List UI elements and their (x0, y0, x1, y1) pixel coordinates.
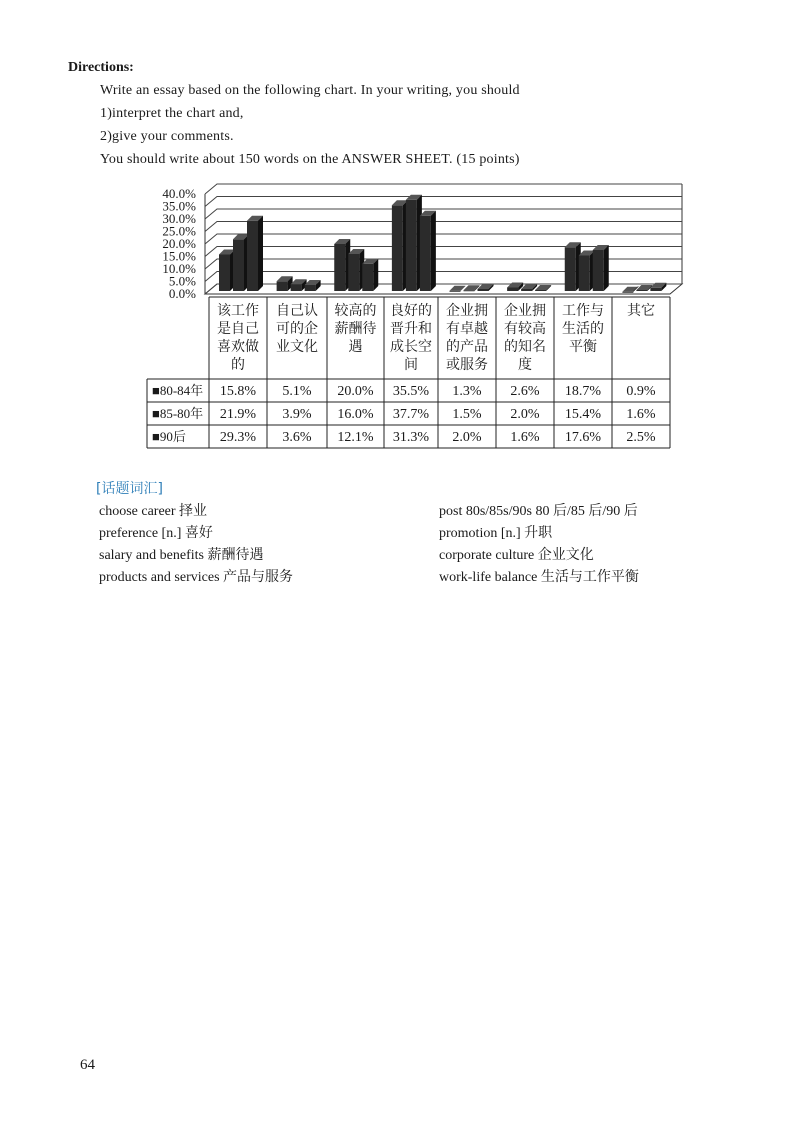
category-label: 间 (404, 357, 418, 373)
gridline (205, 234, 682, 244)
gridline (205, 259, 682, 269)
chart-floor (205, 284, 682, 294)
bar (348, 254, 359, 291)
category-label: 平衡 (569, 339, 597, 355)
bar (521, 289, 532, 291)
bar (565, 247, 576, 291)
category-label: 企业拥 (504, 303, 546, 319)
y-tick-label: 0.0% (168, 286, 196, 301)
gridline (205, 197, 682, 207)
category-label: 晋升和 (390, 321, 432, 337)
category-label: 可的企 (276, 321, 318, 337)
data-label: 2.5% (626, 430, 656, 445)
bar (579, 256, 590, 292)
bar-side (373, 259, 378, 291)
category-label: 有较高 (504, 321, 546, 337)
vocabulary-item: salary and benefits 薪酬待遇 (99, 548, 264, 563)
category-label: 该工作 (217, 303, 259, 319)
data-label: 15.8% (219, 384, 257, 399)
data-label: 2.6% (510, 384, 540, 399)
category-label: 工作与 (562, 303, 604, 319)
bar (392, 205, 403, 291)
category-label: 良好的 (390, 303, 432, 319)
bar (334, 244, 345, 291)
bar (277, 281, 288, 291)
legend-entry: ■80-84年 (152, 383, 204, 398)
vocabulary-title: [话题词汇] (96, 481, 163, 497)
data-label: 2.0% (452, 430, 482, 445)
bar-chart (0, 0, 800, 470)
bar (464, 290, 475, 291)
data-label: 15.4% (564, 407, 602, 422)
vocabulary-item: corporate culture 企业文化 (439, 548, 594, 563)
bar (650, 288, 661, 291)
bar (420, 216, 431, 291)
gridline (205, 222, 682, 232)
bar (535, 290, 546, 291)
vocabulary-item: products and services 产品与服务 (99, 570, 294, 585)
category-label: 业文化 (276, 339, 318, 355)
data-label: 21.9% (219, 407, 257, 422)
category-label: 成长空 (390, 339, 432, 355)
data-label: 18.7% (564, 384, 602, 399)
bar-side (604, 245, 609, 291)
directions-title: Directions: (68, 60, 134, 75)
category-label: 遇 (348, 339, 363, 355)
category-label: 的知名 (504, 339, 546, 355)
category-label: 是自己 (217, 321, 259, 337)
data-label: 37.7% (392, 407, 430, 422)
data-label: 35.5% (392, 384, 430, 399)
bar (406, 200, 417, 291)
bar (233, 239, 244, 291)
category-label: 的 (231, 357, 245, 373)
gridline (205, 284, 682, 294)
directions-line: You should write about 150 words on the ANSWER SHEET. (15 points) (100, 152, 520, 167)
category-label: 较高的 (334, 303, 377, 319)
category-label: 其它 (627, 303, 655, 319)
data-label: 1.5% (452, 407, 482, 422)
directions-line: 1)interpret the chart and, (100, 106, 244, 121)
data-label: 17.6% (564, 430, 602, 445)
vocabulary-item: promotion [n.] 升职 (439, 526, 553, 541)
bar (305, 285, 316, 291)
page-number: 64 (80, 1057, 95, 1073)
gridline (205, 272, 682, 282)
y-tick-label: 35.0% (162, 198, 196, 214)
y-tick-label: 10.0% (162, 261, 196, 276)
directions-line: 2)give your comments. (100, 129, 234, 144)
category-label: 企业拥 (446, 303, 488, 319)
bar-top (622, 287, 638, 292)
data-label: 16.0% (337, 407, 374, 422)
bar-side (258, 216, 263, 291)
data-label: 29.3% (219, 430, 257, 445)
legend-entry: ■85-80年 (152, 406, 204, 421)
data-label: 12.1% (337, 430, 374, 445)
category-label: 喜欢做 (217, 339, 259, 355)
vocabulary-item: choose career 择业 (99, 504, 208, 519)
vocabulary-item: work-life balance 生活与工作平衡 (439, 570, 639, 585)
data-label: 1.6% (510, 430, 540, 445)
data-label: 3.6% (282, 430, 312, 445)
data-label: 0.9% (626, 384, 656, 399)
bar (291, 284, 302, 291)
data-label: 5.1% (282, 384, 312, 399)
category-label: 的产品 (446, 339, 488, 355)
category-label: 有卓越 (446, 321, 488, 337)
gridline (205, 247, 682, 257)
gridline (205, 184, 682, 194)
legend-entry: ■90后 (152, 429, 186, 444)
data-label: 1.6% (626, 407, 656, 422)
bar-side (431, 211, 436, 291)
data-label: 3.9% (282, 407, 312, 422)
data-label: 1.3% (452, 384, 482, 399)
directions-line: Write an essay based on the following chart. In your writing, you should (100, 83, 520, 98)
category-label: 度 (518, 357, 532, 373)
bar (636, 290, 647, 291)
category-label: 自己认 (276, 303, 318, 319)
bar (593, 250, 604, 291)
bar (450, 291, 461, 292)
data-label: 20.0% (337, 384, 374, 399)
category-label: 或服务 (446, 357, 488, 373)
y-tick-label: 30.0% (162, 211, 196, 226)
y-tick-label: 20.0% (162, 236, 196, 251)
data-label: 31.3% (392, 430, 430, 445)
data-label: 2.0% (510, 407, 540, 422)
y-tick-label: 5.0% (168, 273, 196, 289)
category-label: 生活的 (562, 321, 604, 337)
category-label: 薪酬待 (334, 321, 377, 337)
vocabulary-item: preference [n.] 喜好 (99, 526, 213, 541)
y-tick-label: 15.0% (162, 248, 196, 264)
bar (622, 292, 633, 293)
bar (362, 264, 373, 291)
vocabulary-item: post 80s/85s/90s 80 后/85 后/90 后 (439, 504, 638, 519)
gridline (205, 209, 682, 219)
y-tick-label: 25.0% (162, 223, 196, 239)
y-tick-label: 40.0% (162, 186, 196, 201)
bar (247, 221, 258, 291)
bar (478, 289, 489, 291)
bar (507, 288, 518, 292)
bar (219, 255, 230, 292)
